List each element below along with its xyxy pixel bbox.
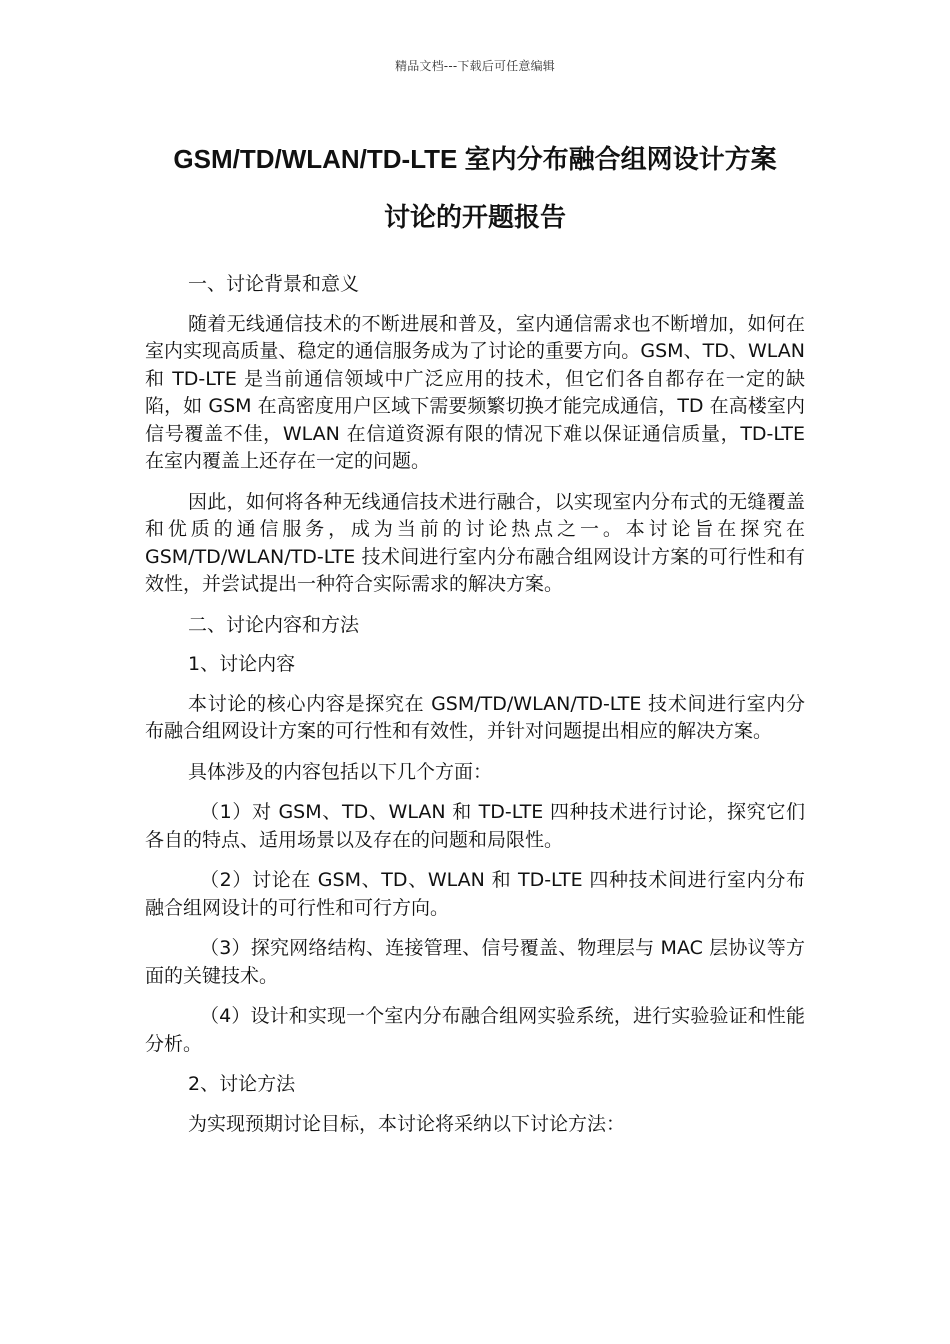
list-item-1: （1）对 GSM、TD、WLAN 和 TD-LTE 四种技术进行讨论，探究它们各自的特点、适用场景以及存在的问题和局限性。 [145,801,805,851]
document-title-line-1: GSM/TD/WLAN/TD-LTE 室内分布融合组网设计方案 [173,144,777,174]
paragraph-content-1: 本讨论的核心内容是探究在 GSM/TD/WLAN/TD-LTE 技术间进行室内分布融合组网设计方案的可行性和有效性，并针对问题提出相应的解决方案。 [145,692,805,742]
paragraph-content-2: 具体涉及的内容包括以下几个方面： [188,760,493,783]
document-title-line-2: 讨论的开题报告 [383,202,566,232]
paragraph-background-1: 随着无线通信技术的不断进展和普及，室内通信需求也不断增加，如何在室内实现高质量、稳定的通信服务成为了讨论的重要方向。GSM、TD、WLAN 和 TD-LTE 是当前通信领域中广泛应用的技术，但它们各自都存在一定的缺陷，如 GSM 在高密度用户区域下需要频繁切换才能完成通信，TD 在高楼室内信号覆盖不佳，WLAN 在信道资源有限的情况下难以保证通信质量，TD-LTE 在室内覆盖上还存在一定的问题。 [145,312,805,472]
list-item-3: （3）探究网络结构、连接管理、信号覆盖、物理层与 MAC 层协议等方面的关键技术。 [145,937,805,987]
subsection-heading-method: 2、讨论方法 [188,1073,296,1095]
paragraph-method-1: 为实现预期讨论目标，本讨论将采纳以下讨论方法： [188,1112,626,1135]
list-item-4: （4）设计和实现一个室内分布融合组网实验系统，进行实验验证和性能分析。 [145,1005,805,1055]
section-heading-content-method: 二、讨论内容和方法 [188,613,360,636]
header-note: 精品文档---下载后可任意编辑 [395,59,555,73]
paragraph-background-2: 因此，如何将各种无线通信技术进行融合，以实现室内分布式的无缝覆盖和优质的通信服务，成为当前的讨论热点之一。本讨论旨在探究在 GSM/TD/WLAN/TD-LTE 技术间进行室内分布融合组网设计方案的可行性和有效性，并尝试提出一种符合实际需求的解决方案。 [145,490,805,595]
list-item-2: （2）讨论在 GSM、TD、WLAN 和 TD-LTE 四种技术间进行室内分布融合组网设计的可行性和可行方向。 [145,869,805,919]
section-heading-background: 一、讨论背景和意义 [188,273,360,295]
subsection-heading-content: 1、讨论内容 [188,653,296,675]
document-body [145,271,805,1151]
